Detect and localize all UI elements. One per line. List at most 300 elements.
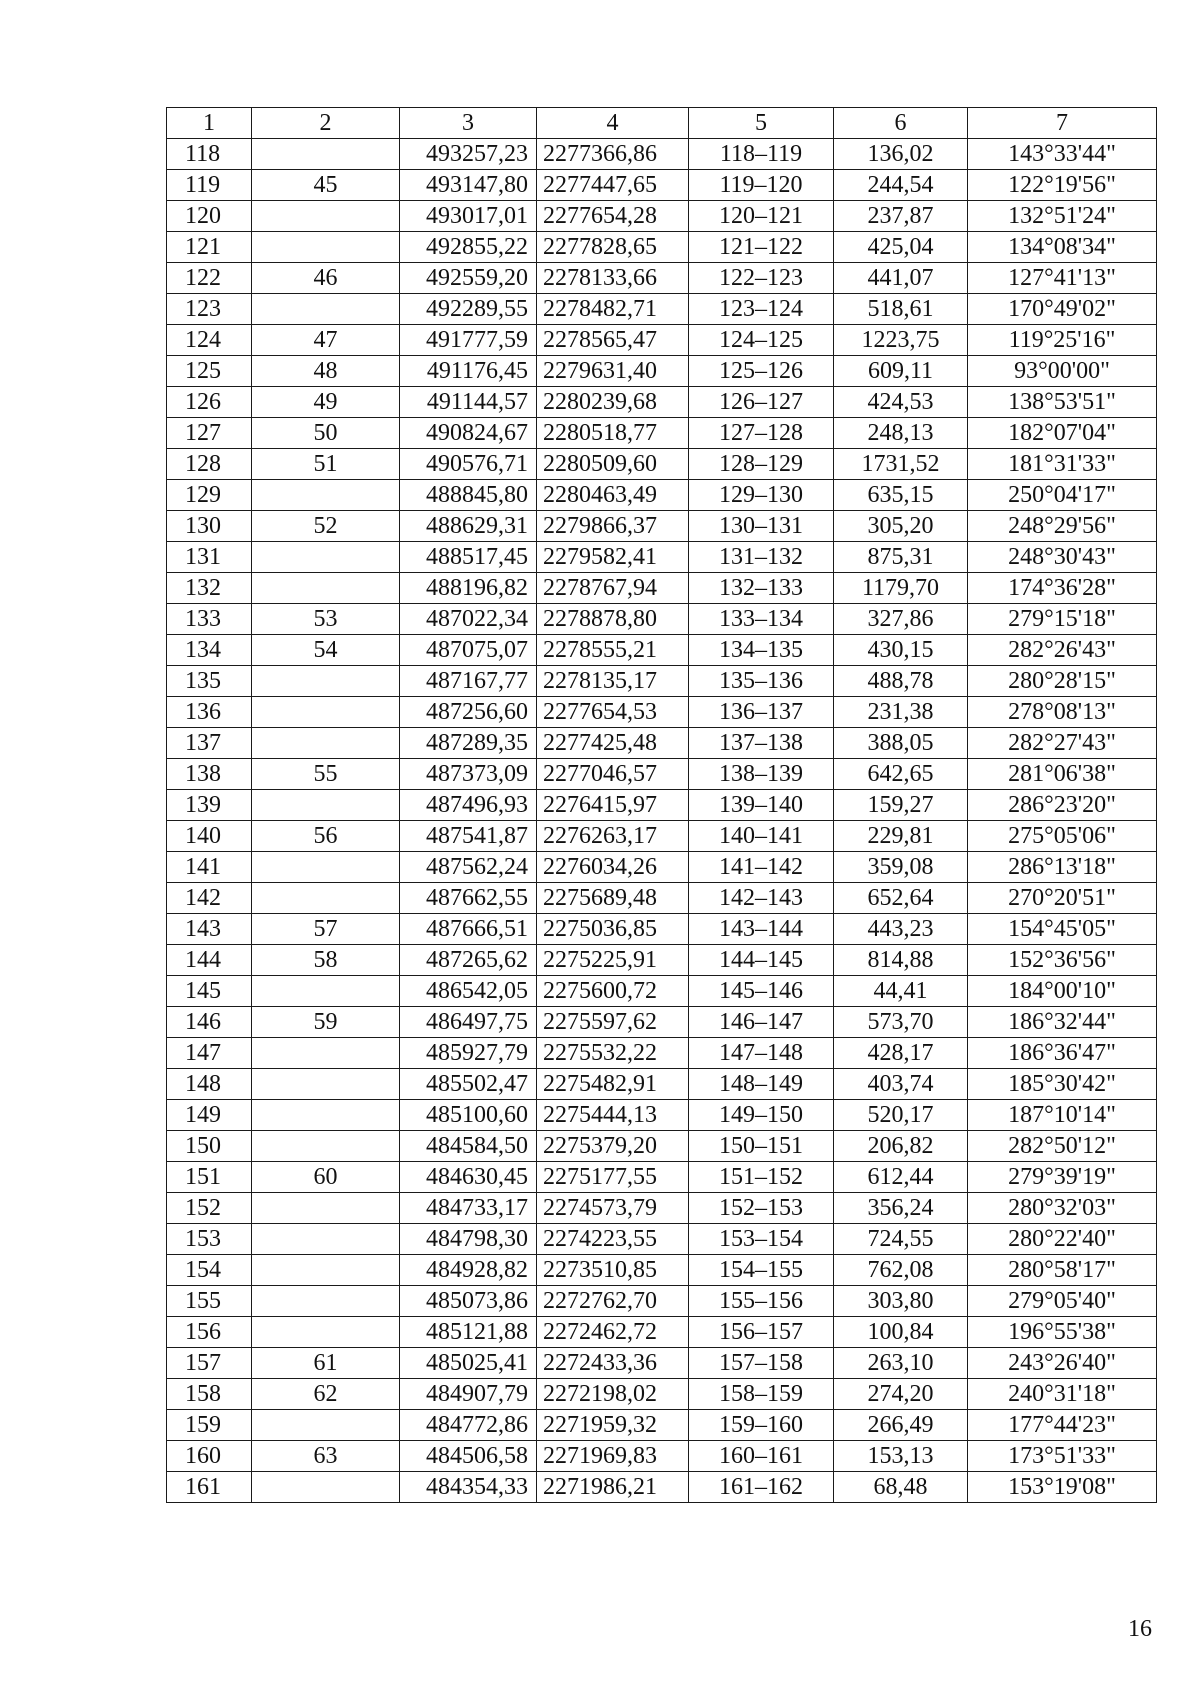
x-coordinate-cell: 488629,31 [400, 511, 537, 542]
length-cell: 229,81 [834, 821, 968, 852]
bearing-cell: 240°31'18" [968, 1379, 1157, 1410]
x-coordinate-cell: 485073,86 [400, 1286, 537, 1317]
bearing-cell: 138°53'51" [968, 387, 1157, 418]
table-row [167, 1348, 1157, 1379]
marker-number-cell: 54 [252, 635, 400, 666]
table-row [167, 1317, 1157, 1348]
x-coordinate-cell: 492559,20 [400, 263, 537, 294]
y-coordinate-cell: 2278878,80 [537, 604, 689, 635]
y-coordinate-cell: 2277425,48 [537, 728, 689, 759]
column-header-2: 2 [252, 108, 400, 139]
bearing-cell: 174°36'28" [968, 573, 1157, 604]
x-coordinate-cell: 487022,34 [400, 604, 537, 635]
bearing-cell: 282°27'43" [968, 728, 1157, 759]
table-row [167, 821, 1157, 852]
marker-number-cell [252, 542, 400, 573]
marker-number-cell: 45 [252, 170, 400, 201]
y-coordinate-cell: 2275597,62 [537, 1007, 689, 1038]
point-number-cell: 142 [167, 883, 252, 914]
y-coordinate-cell: 2274573,79 [537, 1193, 689, 1224]
segment-cell: 120–121 [689, 201, 834, 232]
point-number-cell: 129 [167, 480, 252, 511]
point-number-cell: 155 [167, 1286, 252, 1317]
segment-cell: 142–143 [689, 883, 834, 914]
x-coordinate-cell: 487541,87 [400, 821, 537, 852]
point-number-cell: 140 [167, 821, 252, 852]
x-coordinate-cell: 485121,88 [400, 1317, 537, 1348]
point-number-cell: 120 [167, 201, 252, 232]
length-cell: 612,44 [834, 1162, 968, 1193]
point-number-cell: 126 [167, 387, 252, 418]
marker-number-cell [252, 294, 400, 325]
bearing-cell: 279°05'40" [968, 1286, 1157, 1317]
point-number-cell: 145 [167, 976, 252, 1007]
y-coordinate-cell: 2279582,41 [537, 542, 689, 573]
marker-number-cell: 46 [252, 263, 400, 294]
y-coordinate-cell: 2275177,55 [537, 1162, 689, 1193]
y-coordinate-cell: 2271986,21 [537, 1472, 689, 1503]
segment-cell: 155–156 [689, 1286, 834, 1317]
marker-number-cell: 58 [252, 945, 400, 976]
bearing-cell: 184°00'10" [968, 976, 1157, 1007]
y-coordinate-cell: 2278482,71 [537, 294, 689, 325]
marker-number-cell [252, 201, 400, 232]
table-row [167, 1441, 1157, 1472]
segment-cell: 145–146 [689, 976, 834, 1007]
bearing-cell: 282°26'43" [968, 635, 1157, 666]
segment-cell: 148–149 [689, 1069, 834, 1100]
marker-number-cell: 59 [252, 1007, 400, 1038]
point-number-cell: 124 [167, 325, 252, 356]
segment-cell: 137–138 [689, 728, 834, 759]
y-coordinate-cell: 2275482,91 [537, 1069, 689, 1100]
x-coordinate-cell: 492855,22 [400, 232, 537, 263]
point-number-cell: 144 [167, 945, 252, 976]
length-cell: 814,88 [834, 945, 968, 976]
y-coordinate-cell: 2279866,37 [537, 511, 689, 542]
x-coordinate-cell: 487289,35 [400, 728, 537, 759]
point-number-cell: 138 [167, 759, 252, 790]
column-header-7: 7 [968, 108, 1157, 139]
point-number-cell: 128 [167, 449, 252, 480]
segment-cell: 158–159 [689, 1379, 834, 1410]
length-cell: 518,61 [834, 294, 968, 325]
x-coordinate-cell: 487167,77 [400, 666, 537, 697]
bearing-cell: 196°55'38" [968, 1317, 1157, 1348]
segment-cell: 123–124 [689, 294, 834, 325]
marker-number-cell [252, 1131, 400, 1162]
point-number-cell: 160 [167, 1441, 252, 1472]
table-row [167, 728, 1157, 759]
marker-number-cell: 61 [252, 1348, 400, 1379]
table-row [167, 387, 1157, 418]
x-coordinate-cell: 487075,07 [400, 635, 537, 666]
segment-cell: 131–132 [689, 542, 834, 573]
x-coordinate-cell: 487373,09 [400, 759, 537, 790]
bearing-cell: 280°32'03" [968, 1193, 1157, 1224]
segment-cell: 140–141 [689, 821, 834, 852]
x-coordinate-cell: 484584,50 [400, 1131, 537, 1162]
x-coordinate-cell: 484772,86 [400, 1410, 537, 1441]
bearing-cell: 282°50'12" [968, 1131, 1157, 1162]
length-cell: 425,04 [834, 232, 968, 263]
y-coordinate-cell: 2276263,17 [537, 821, 689, 852]
x-coordinate-cell: 484354,33 [400, 1472, 537, 1503]
column-header-3: 3 [400, 108, 537, 139]
bearing-cell: 248°29'56" [968, 511, 1157, 542]
marker-number-cell [252, 1317, 400, 1348]
segment-cell: 129–130 [689, 480, 834, 511]
table-row [167, 604, 1157, 635]
table-row [167, 325, 1157, 356]
length-cell: 356,24 [834, 1193, 968, 1224]
marker-number-cell: 52 [252, 511, 400, 542]
bearing-cell: 286°23'20" [968, 790, 1157, 821]
bearing-cell: 153°19'08" [968, 1472, 1157, 1503]
x-coordinate-cell: 484928,82 [400, 1255, 537, 1286]
segment-cell: 139–140 [689, 790, 834, 821]
y-coordinate-cell: 2272198,02 [537, 1379, 689, 1410]
length-cell: 206,82 [834, 1131, 968, 1162]
marker-number-cell [252, 697, 400, 728]
segment-cell: 159–160 [689, 1410, 834, 1441]
segment-cell: 133–134 [689, 604, 834, 635]
x-coordinate-cell: 491144,57 [400, 387, 537, 418]
marker-number-cell [252, 1286, 400, 1317]
marker-number-cell [252, 1069, 400, 1100]
marker-number-cell: 47 [252, 325, 400, 356]
point-number-cell: 158 [167, 1379, 252, 1410]
length-cell: 724,55 [834, 1224, 968, 1255]
bearing-cell: 186°32'44" [968, 1007, 1157, 1038]
marker-number-cell [252, 728, 400, 759]
segment-cell: 161–162 [689, 1472, 834, 1503]
y-coordinate-cell: 2275532,22 [537, 1038, 689, 1069]
bearing-cell: 93°00'00" [968, 356, 1157, 387]
table-row [167, 1472, 1157, 1503]
marker-number-cell: 55 [252, 759, 400, 790]
x-coordinate-cell: 487265,62 [400, 945, 537, 976]
x-coordinate-cell: 488845,80 [400, 480, 537, 511]
segment-cell: 156–157 [689, 1317, 834, 1348]
x-coordinate-cell: 487662,55 [400, 883, 537, 914]
bearing-cell: 286°13'18" [968, 852, 1157, 883]
point-number-cell: 149 [167, 1100, 252, 1131]
segment-cell: 125–126 [689, 356, 834, 387]
length-cell: 488,78 [834, 666, 968, 697]
length-cell: 642,65 [834, 759, 968, 790]
segment-cell: 135–136 [689, 666, 834, 697]
length-cell: 274,20 [834, 1379, 968, 1410]
x-coordinate-cell: 487256,60 [400, 697, 537, 728]
segment-cell: 126–127 [689, 387, 834, 418]
x-coordinate-cell: 487666,51 [400, 914, 537, 945]
marker-number-cell [252, 1410, 400, 1441]
marker-number-cell: 56 [252, 821, 400, 852]
marker-number-cell [252, 666, 400, 697]
bearing-cell: 132°51'24" [968, 201, 1157, 232]
point-number-cell: 131 [167, 542, 252, 573]
segment-cell: 118–119 [689, 139, 834, 170]
table-row [167, 759, 1157, 790]
table-row [167, 1131, 1157, 1162]
segment-cell: 128–129 [689, 449, 834, 480]
point-number-cell: 135 [167, 666, 252, 697]
length-cell: 609,11 [834, 356, 968, 387]
marker-number-cell [252, 480, 400, 511]
marker-number-cell: 57 [252, 914, 400, 945]
table-row [167, 1379, 1157, 1410]
bearing-cell: 280°58'17" [968, 1255, 1157, 1286]
length-cell: 635,15 [834, 480, 968, 511]
y-coordinate-cell: 2278555,21 [537, 635, 689, 666]
bearing-cell: 152°36'56" [968, 945, 1157, 976]
y-coordinate-cell: 2275225,91 [537, 945, 689, 976]
y-coordinate-cell: 2277366,86 [537, 139, 689, 170]
table-row [167, 542, 1157, 573]
marker-number-cell [252, 1038, 400, 1069]
table-row [167, 635, 1157, 666]
length-cell: 359,08 [834, 852, 968, 883]
length-cell: 403,74 [834, 1069, 968, 1100]
point-number-cell: 159 [167, 1410, 252, 1441]
point-number-cell: 146 [167, 1007, 252, 1038]
table-row [167, 1007, 1157, 1038]
marker-number-cell [252, 1255, 400, 1286]
segment-cell: 152–153 [689, 1193, 834, 1224]
table-row [167, 232, 1157, 263]
segment-cell: 138–139 [689, 759, 834, 790]
segment-cell: 122–123 [689, 263, 834, 294]
x-coordinate-cell: 486542,05 [400, 976, 537, 1007]
marker-number-cell: 63 [252, 1441, 400, 1472]
bearing-cell: 173°51'33" [968, 1441, 1157, 1472]
table-row [167, 945, 1157, 976]
segment-cell: 141–142 [689, 852, 834, 883]
marker-number-cell [252, 976, 400, 1007]
table-row [167, 294, 1157, 325]
point-number-cell: 157 [167, 1348, 252, 1379]
marker-number-cell: 60 [252, 1162, 400, 1193]
segment-cell: 130–131 [689, 511, 834, 542]
point-number-cell: 122 [167, 263, 252, 294]
length-cell: 443,23 [834, 914, 968, 945]
bearing-cell: 270°20'51" [968, 883, 1157, 914]
segment-cell: 151–152 [689, 1162, 834, 1193]
segment-cell: 147–148 [689, 1038, 834, 1069]
bearing-cell: 248°30'43" [968, 542, 1157, 573]
bearing-cell: 182°07'04" [968, 418, 1157, 449]
y-coordinate-cell: 2280509,60 [537, 449, 689, 480]
y-coordinate-cell: 2280463,49 [537, 480, 689, 511]
marker-number-cell: 48 [252, 356, 400, 387]
y-coordinate-cell: 2278133,66 [537, 263, 689, 294]
x-coordinate-cell: 485502,47 [400, 1069, 537, 1100]
column-header-1: 1 [167, 108, 252, 139]
point-number-cell: 154 [167, 1255, 252, 1286]
bearing-cell: 127°41'13" [968, 263, 1157, 294]
y-coordinate-cell: 2278135,17 [537, 666, 689, 697]
segment-cell: 134–135 [689, 635, 834, 666]
marker-number-cell [252, 883, 400, 914]
table-row [167, 666, 1157, 697]
marker-number-cell: 62 [252, 1379, 400, 1410]
length-cell: 153,13 [834, 1441, 968, 1472]
bearing-cell: 280°22'40" [968, 1224, 1157, 1255]
y-coordinate-cell: 2273510,85 [537, 1255, 689, 1286]
bearing-cell: 279°39'19" [968, 1162, 1157, 1193]
length-cell: 1731,52 [834, 449, 968, 480]
table-row [167, 852, 1157, 883]
bearing-cell: 143°33'44" [968, 139, 1157, 170]
segment-cell: 121–122 [689, 232, 834, 263]
bearing-cell: 134°08'34" [968, 232, 1157, 263]
x-coordinate-cell: 487496,93 [400, 790, 537, 821]
x-coordinate-cell: 485025,41 [400, 1348, 537, 1379]
table-row [167, 511, 1157, 542]
table-row [167, 356, 1157, 387]
segment-cell: 153–154 [689, 1224, 834, 1255]
length-cell: 875,31 [834, 542, 968, 573]
marker-number-cell [252, 1224, 400, 1255]
segment-cell: 150–151 [689, 1131, 834, 1162]
x-coordinate-cell: 486497,75 [400, 1007, 537, 1038]
x-coordinate-cell: 493257,23 [400, 139, 537, 170]
y-coordinate-cell: 2272433,36 [537, 1348, 689, 1379]
table-row [167, 1255, 1157, 1286]
segment-cell: 160–161 [689, 1441, 834, 1472]
table-row [167, 1193, 1157, 1224]
segment-cell: 136–137 [689, 697, 834, 728]
marker-number-cell [252, 1472, 400, 1503]
point-number-cell: 152 [167, 1193, 252, 1224]
segment-cell: 127–128 [689, 418, 834, 449]
x-coordinate-cell: 488196,82 [400, 573, 537, 604]
table-row [167, 883, 1157, 914]
point-number-cell: 156 [167, 1317, 252, 1348]
bearing-cell: 185°30'42" [968, 1069, 1157, 1100]
segment-cell: 157–158 [689, 1348, 834, 1379]
table-row [167, 170, 1157, 201]
length-cell: 430,15 [834, 635, 968, 666]
point-number-cell: 143 [167, 914, 252, 945]
y-coordinate-cell: 2277046,57 [537, 759, 689, 790]
y-coordinate-cell: 2271969,83 [537, 1441, 689, 1472]
y-coordinate-cell: 2275444,13 [537, 1100, 689, 1131]
length-cell: 327,86 [834, 604, 968, 635]
y-coordinate-cell: 2277654,53 [537, 697, 689, 728]
segment-cell: 124–125 [689, 325, 834, 356]
table-row [167, 914, 1157, 945]
table-row [167, 1286, 1157, 1317]
table-row [167, 201, 1157, 232]
point-number-cell: 127 [167, 418, 252, 449]
point-number-cell: 133 [167, 604, 252, 635]
column-header-6: 6 [834, 108, 968, 139]
length-cell: 441,07 [834, 263, 968, 294]
y-coordinate-cell: 2277654,28 [537, 201, 689, 232]
table-body [167, 108, 1157, 1503]
point-number-cell: 148 [167, 1069, 252, 1100]
table-row [167, 1162, 1157, 1193]
length-cell: 100,84 [834, 1317, 968, 1348]
bearing-cell: 279°15'18" [968, 604, 1157, 635]
marker-number-cell [252, 139, 400, 170]
marker-number-cell: 49 [252, 387, 400, 418]
point-number-cell: 123 [167, 294, 252, 325]
table-row [167, 1038, 1157, 1069]
bearing-cell: 119°25'16" [968, 325, 1157, 356]
table-row [167, 1069, 1157, 1100]
y-coordinate-cell: 2275600,72 [537, 976, 689, 1007]
bearing-cell: 275°05'06" [968, 821, 1157, 852]
length-cell: 136,02 [834, 139, 968, 170]
point-number-cell: 137 [167, 728, 252, 759]
point-number-cell: 147 [167, 1038, 252, 1069]
point-number-cell: 132 [167, 573, 252, 604]
point-number-cell: 125 [167, 356, 252, 387]
table-row [167, 263, 1157, 294]
length-cell: 424,53 [834, 387, 968, 418]
x-coordinate-cell: 487562,24 [400, 852, 537, 883]
x-coordinate-cell: 491777,59 [400, 325, 537, 356]
length-cell: 652,64 [834, 883, 968, 914]
page-number: 16 [1128, 1616, 1152, 1642]
y-coordinate-cell: 2276034,26 [537, 852, 689, 883]
bearing-cell: 186°36'47" [968, 1038, 1157, 1069]
length-cell: 244,54 [834, 170, 968, 201]
bearing-cell: 250°04'17" [968, 480, 1157, 511]
y-coordinate-cell: 2278565,47 [537, 325, 689, 356]
segment-cell: 132–133 [689, 573, 834, 604]
length-cell: 1223,75 [834, 325, 968, 356]
column-header-4: 4 [537, 108, 689, 139]
point-number-cell: 161 [167, 1472, 252, 1503]
point-number-cell: 136 [167, 697, 252, 728]
point-number-cell: 118 [167, 139, 252, 170]
y-coordinate-cell: 2277828,65 [537, 232, 689, 263]
bearing-cell: 181°31'33" [968, 449, 1157, 480]
y-coordinate-cell: 2277447,65 [537, 170, 689, 201]
bearing-cell: 243°26'40" [968, 1348, 1157, 1379]
table-row [167, 418, 1157, 449]
table-row [167, 139, 1157, 170]
x-coordinate-cell: 485927,79 [400, 1038, 537, 1069]
length-cell: 266,49 [834, 1410, 968, 1441]
bearing-cell: 177°44'23" [968, 1410, 1157, 1441]
x-coordinate-cell: 490576,71 [400, 449, 537, 480]
x-coordinate-cell: 485100,60 [400, 1100, 537, 1131]
length-cell: 231,38 [834, 697, 968, 728]
marker-number-cell: 50 [252, 418, 400, 449]
point-number-cell: 141 [167, 852, 252, 883]
x-coordinate-cell: 484733,17 [400, 1193, 537, 1224]
x-coordinate-cell: 484798,30 [400, 1224, 537, 1255]
segment-cell: 154–155 [689, 1255, 834, 1286]
y-coordinate-cell: 2279631,40 [537, 356, 689, 387]
segment-cell: 144–145 [689, 945, 834, 976]
marker-number-cell [252, 852, 400, 883]
point-number-cell: 151 [167, 1162, 252, 1193]
y-coordinate-cell: 2275379,20 [537, 1131, 689, 1162]
y-coordinate-cell: 2280518,77 [537, 418, 689, 449]
x-coordinate-cell: 491176,45 [400, 356, 537, 387]
length-cell: 237,87 [834, 201, 968, 232]
table-row [167, 790, 1157, 821]
bearing-cell: 187°10'14" [968, 1100, 1157, 1131]
x-coordinate-cell: 493147,80 [400, 170, 537, 201]
table-row [167, 573, 1157, 604]
